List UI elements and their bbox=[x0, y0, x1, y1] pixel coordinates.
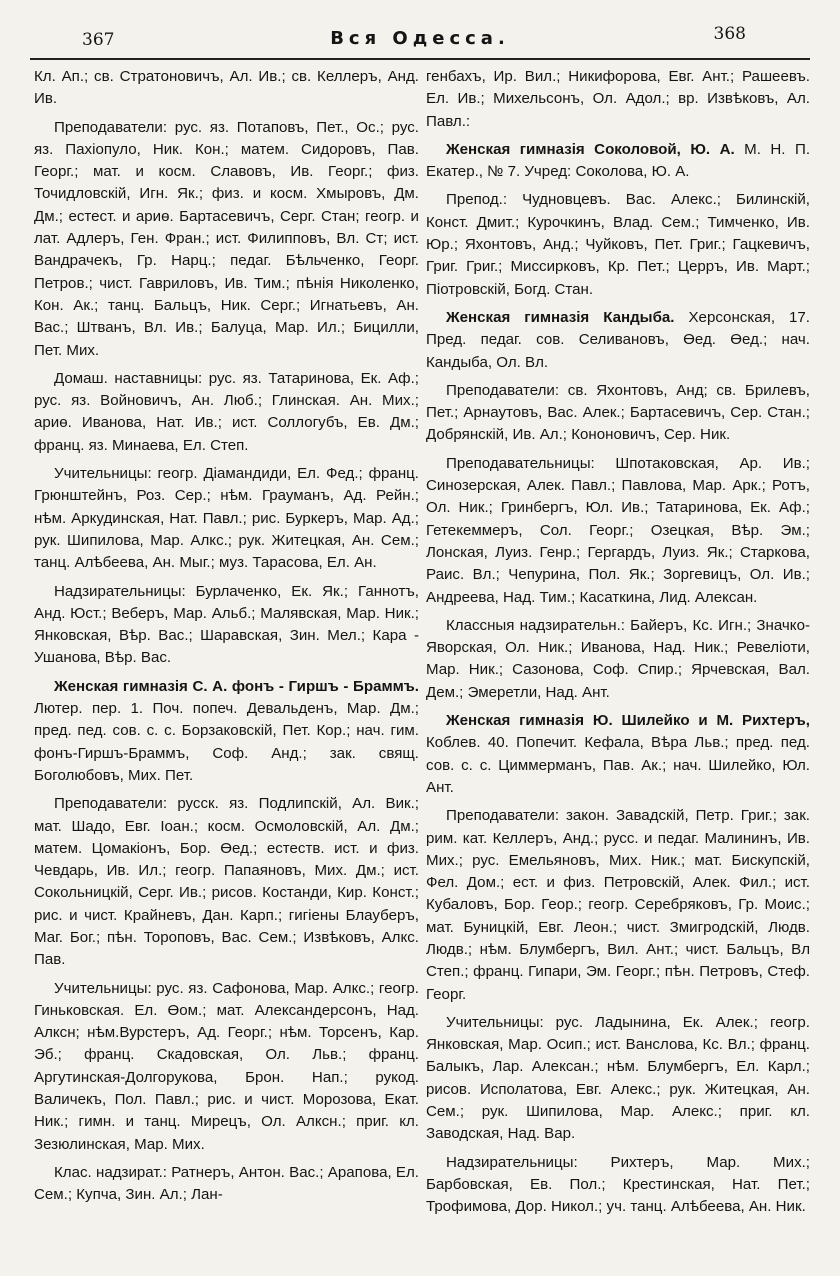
paragraph-text: М. Н. П. Екатер., № 7. Учред: Соколова, Ю. А. bbox=[426, 140, 811, 181]
staff-paragraph bbox=[34, 66, 419, 111]
paragraph-text: Преподаватели: рус. яз. Потаповъ, Пет., Ос.; рус. яз. Пахіопуло, Ник. Кон.; матем. Сидоровъ, Пав. Георг.; мат. и косм. Славовъ, Ив. Георг.; физ. Точидловскій, Игн. Як.; физ. и косм. Хмыровъ, Дм. Дм.; естест. и ариө. Бартасевичъ, Серг. Стан; геогр. и лат. Адлеръ, Ген. Фран.; ист. Филипповъ, Вл. Ст; ист. Вандрачекъ, Гр. Нарц.; педаг. Бѣльченко, Георг. Петров.; чист. Гавриловъ, Ив. Тим.; пѣнія Николенко, Кон. Ак.; танц. Бальцъ, Ник. Серг.; Игнатьевъ, Ан. Вас.; Штванъ, Вл. Ив.; Балуца, Мар. Ил.; Бицилли, Пет. Мих. bbox=[34, 118, 419, 359]
paragraph-text: Домаш. наставницы: рус. яз. Татаринова, Ек. Аф.; рус. яз. Войновичъ, Ан. Люб.; Глинская. Ан. Мих.; ариө. Иванова, Нат. Ив.; ист. Соллогубъ, Ев. Дм.; франц. яз. Минаева, Ел. Степ. bbox=[34, 369, 419, 454]
paragraph-text: Коблев. 40. Попечит. Кефала, Вѣра Льв.; пред. пед. сов. с. с. Циммерманъ, Пав. Ак.; нач. Шилейко, Юл. Ант. bbox=[426, 734, 810, 796]
staff-paragraph bbox=[426, 380, 810, 447]
paragraph-text: Учительницы: рус. яз. Сафонова, Мар. Алкс.; геогр. Гиньковская. Ел. Өом.; мат. Александерсонъ, Над. Алксн; нѣм.Вурстеръ, Ад. Георг.; нѣм. Торсенъ, Кар. Эб.; франц. Скадовская, Ол. Льв.; франц. Аргутинская-Долгорукова, Брон. Нап.; рукод. Валичекъ, Пол. Павл.; рис. и чист. Морозова, Екат. Ник.; гимн. и танц. Мирецъ, Ол. Алксн.; приг. кл. Зезюлинская, Мар. Мих. bbox=[34, 979, 419, 1153]
staff-paragraph bbox=[426, 615, 810, 704]
paragraph-text: Преподаватели: закон. Завадскій, Петр. Григ.; зак. рим. кат. Келлеръ, Анд.; русс. и педаг. Малининъ, Ив. Мих.; рус. Емельяновъ, Мих. Ник.; мат. Бискупскій, Фел. Дом.; ест. и физ. Петровскій, Алек. Фил.; ист. Кубаловъ, Бор. Геор.; геогр. Серебряковъ, Гр. Моис.; мат. Буницкій, Евг. Леон.; чист. Змигродскій, Людв. Людв.; нѣм. Блумбергъ, Вил. Ант.; чист. Бальцъ, Вл Степ.; франц. Гипари, Эм. Георг.; пѣн. Петровъ, Стеф. Георг. bbox=[426, 807, 810, 1003]
gymnasium-heading: Женская гимназія С. А. фонъ - Гиршъ - Браммъ. bbox=[54, 677, 419, 695]
staff-paragraph bbox=[34, 463, 419, 574]
left-page-number: 367 bbox=[82, 30, 115, 50]
right-page-number: 368 bbox=[713, 24, 746, 44]
paragraph-text: Учительницы: рус. Ладынина, Ек. Алек.; геогр. Янковская, Мар. Осип.; ист. Ванслова, Кс. Вл.; франц. Балыкъ, Лар. Алексан.; нѣм. Блумбергъ, Ел. Карл.; рисов. Исполатова, Евг. Алекс.; рук. Житецкая, Ан. Сем.; рук. Шипилова, Мар. Алекс.; приг. кл. Заводская, Над. Вар. bbox=[426, 1013, 810, 1143]
paragraph-text: Кл. Ап.; св. Стратоновичъ, Ал. Ив.; св. Келлеръ, Анд. Ив. bbox=[34, 68, 419, 108]
running-title: Вся Одесса. bbox=[330, 28, 510, 49]
gymnasium-entry bbox=[34, 676, 419, 787]
paragraph-text: Лютер. пер. 1. Поч. попеч. Девальденъ, Мар. Дм.; пред. пед. сов. с. с. Борзаковскій, Пет. Кор.; нач. гим. фонъ-Гиршъ-Браммъ, Соф. Анд.; зак. свящ. Боголюбовъ, Мих. Пет. bbox=[34, 700, 419, 784]
left-column bbox=[34, 66, 419, 1213]
staff-paragraph bbox=[34, 117, 419, 362]
gymnasium-entry bbox=[426, 139, 810, 184]
staff-paragraph bbox=[426, 1012, 810, 1146]
paragraph-text: Учительницы: геогр. Діамандиди, Ел. Фед.; франц. Грюнштейнъ, Роз. Сер.; нѣм. Грауманъ, Ад. Рейн.; нѣм. Аркудинская, Нат. Павл.; рис. Буркеръ, Мар. Ад.; рук. Шипилова, Мар. Алкс.; рук. Житецкая, Ан. Сем.; танц. Алѣбеева, Ан. Мыг.; муз. Тарасова, Ел. Ан. bbox=[34, 465, 419, 572]
gymnasium-heading: Женская гимназія Соколовой, Ю. А. bbox=[446, 140, 735, 158]
paragraph-text: Надзирательницы: Рихтеръ, Мар. Мих.; Барбовская, Ев. Пол.; Крестинская, Нат. Пет.; Трофимова, Дор. Никол.; уч. танц. Алѣбеева, Ан. Ник. bbox=[426, 1153, 810, 1216]
paragraph-text: Херсонская, 17. Пред. педаг. сов. Селивановъ, Өед. Өед.; нач. Кандыба, Ол. Вл. bbox=[426, 308, 810, 371]
paragraph-text: генбахъ, Ир. Вил.; Никифорова, Евг. Ант.; Рашеевъ. Ел. Ив.; Михельсонъ, Ол. Адол.; вр. Извѣковъ, Ал. Павл.: bbox=[426, 68, 810, 130]
gymnasium-heading: Женская гимназія Ю. Шилейко и М. Рихтеръ, bbox=[446, 712, 810, 730]
right-column bbox=[426, 66, 810, 1225]
staff-paragraph bbox=[34, 581, 419, 670]
staff-paragraph bbox=[34, 978, 419, 1156]
staff-paragraph bbox=[34, 368, 419, 457]
paragraph-text: Классныя надзирательн.: Байеръ, Кс. Игн.; Значко-Яворская, Ол. Ник.; Иванова, Над. Ник.; Ревеліоти, Мар. Ник.; Сазонова, Соф. Спир.; Ярчевская, Вал. Дем.; Эмеретли, Над. Ант. bbox=[426, 616, 810, 701]
staff-paragraph bbox=[426, 1152, 810, 1219]
staff-paragraph bbox=[34, 793, 419, 971]
staff-paragraph bbox=[426, 189, 810, 300]
gymnasium-entry bbox=[426, 710, 810, 799]
paragraph-text: Преподаватели: русск. яз. Подлипскій, Ал. Вик.; мат. Шадо, Евг. Іоан.; косм. Осмоловскій, Ал. Дм.; матем. Цомакіонъ, Бор. Өед.; естеств. ист. и физ. Чевдарь, Ив. Ил.; геогр. Папаяновъ, Мих. Дм.; ист. Сокольницкій, Серг. Ив.; рисов. Костанди, Кир. Конст.; рис. и чист. Крайневъ, Дан. Карп.; гигіены Блауберъ, Маг. Бог.; пѣн. Тороповъ, Вас. Сем.; Извѣковъ, Алкс. Пав. bbox=[34, 795, 419, 969]
staff-paragraph bbox=[426, 805, 810, 1006]
paragraph-text: Надзирательницы: Бурлаченко, Ек. Як.; Ганнотъ, Анд. Юст.; Веберъ, Мар. Альб.; Малявская, Мар. Ник.; Янковская, Вѣр. Вас.; Шаравская, Зин. Мел.; Кара - Ушанова, Вѣр. Вас. bbox=[34, 582, 419, 667]
paragraph-text: Клас. надзират.: Ратнеръ, Антон. Вас.; Арапова, Ел. Сем.; Купча, Зин. Ал.; Лан- bbox=[34, 1163, 419, 1204]
gymnasium-heading: Женская гимназія Кандыба. bbox=[446, 308, 675, 326]
staff-paragraph bbox=[34, 1162, 419, 1207]
paragraph-text: Преподавательницы: Шпотаковская, Ар. Ив.; Синозерская, Алек. Павл.; Павлова, Мар. Арк.; Ротъ, Ол. Ник.; Гринбергъ, Юл. Ив.; Татаринова, Ек. Аф.; Гетекеммеръ, Сол. Георг.; Озецкая, Вѣр. Эм.; Лонская, Луиз. Генр.; Гергардъ, Луиз. Як.; Старкова, Раис. Вл.; Чепурина, Пол. Як.; Зоргевицъ, Ол. Ив.; Андреева, Над. Тим.; Касаткина, Лид. Алексан. bbox=[426, 454, 810, 606]
staff-paragraph bbox=[426, 453, 810, 609]
paragraph-text: Препод.: Чудновцевъ. Вас. Алекс.; Билинскій, Конст. Дмит.; Курочкинъ, Влад. Сем.; Тимченко, Ив. Юр.; Яхонтовъ, Анд.; Чуйковъ, Пет. Григ.; Гацкевичъ, Григ. Григ.; Миссирковъ, Кр. Пет.; Церръ, Ив. Март.; Піотровскій, Богд. Стан. bbox=[426, 191, 810, 298]
paragraph-text: Преподаватели: св. Яхонтовъ, Анд; св. Брилевъ, Пет.; Арнаутовъ, Вас. Алек.; Бартасевичъ, Сер. Стан.; Добрянскій, Ив. Ал.; Кононовичъ, Сер. Ник. bbox=[426, 381, 810, 444]
page-header bbox=[30, 22, 810, 60]
gymnasium-entry bbox=[426, 307, 810, 374]
staff-paragraph bbox=[426, 66, 810, 133]
